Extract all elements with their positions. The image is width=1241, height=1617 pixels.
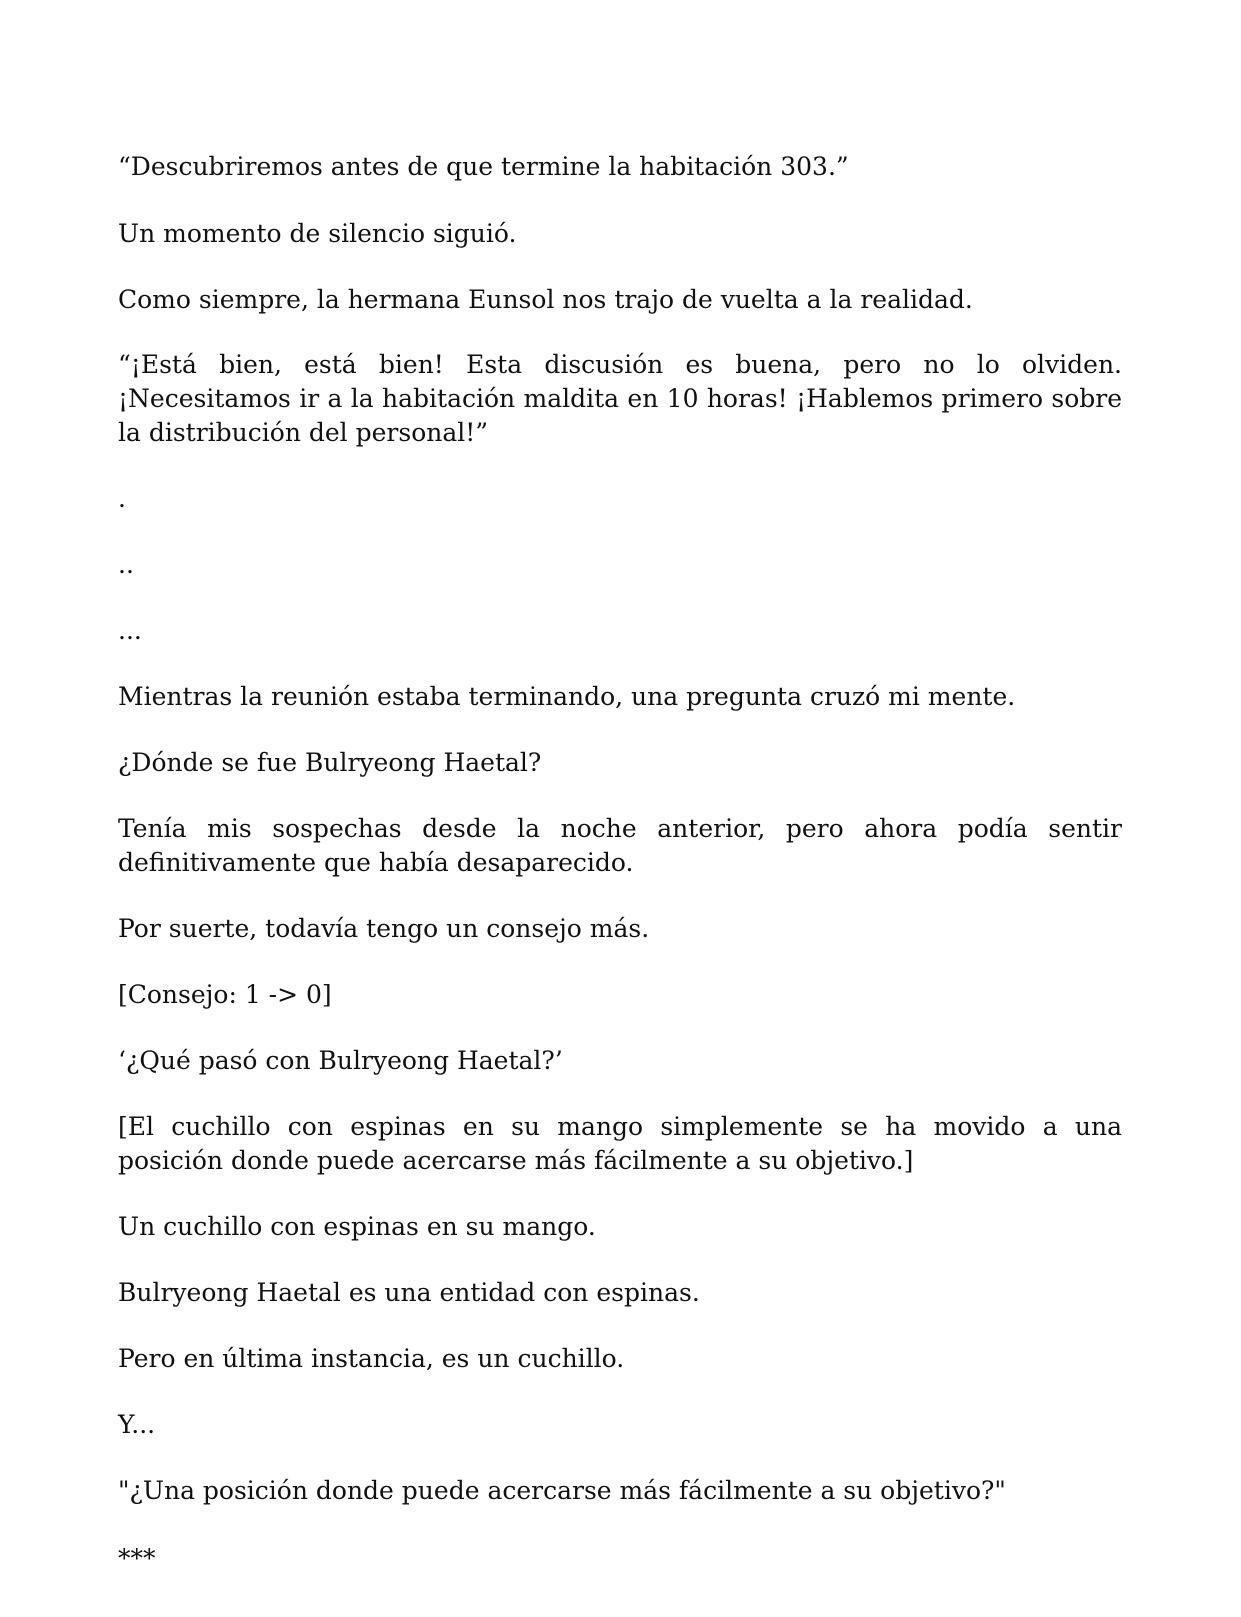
paragraph-6: ¿Dónde se fue Bulryeong Haetal?	[118, 748, 542, 777]
paragraph-3: Como siempre, la hermana Eunsol nos trajo de vuelta a la realidad.	[118, 285, 973, 314]
section-separator: ***	[118, 1544, 156, 1573]
paragraph-5: Mientras la reunión estaba terminando, una pregunta cruzó mi mente.	[118, 682, 1016, 711]
paragraph-9: [Consejo: 1 -> 0]	[118, 980, 332, 1009]
paragraph-16: "¿Una posición donde puede acercarse más fácilmente a su objetivo?"	[118, 1476, 1006, 1505]
paragraph-4: “¡Está bien, está bien! Esta discusión es buena, pero no lo olviden. ¡Necesitamos ir a la habitación maldita en 10 horas! ¡Hablemos primero sobre la distribución del personal!”	[118, 350, 1122, 447]
paragraph-12: Un cuchillo con espinas en su mango.	[118, 1212, 596, 1241]
paragraph-14: Pero en última instancia, es un cuchillo.	[118, 1344, 625, 1373]
paragraph-1: “Descubriremos antes de que termine la habitación 303.”	[118, 152, 849, 181]
paragraph-2: Un momento de silencio siguió.	[118, 219, 517, 248]
paragraph-11: [El cuchillo con espinas en su mango simplemente se ha movido a una posición donde puede acercarse más fácilmente a su objetivo.]	[118, 1112, 1122, 1175]
ellipsis-2: ..	[118, 550, 134, 579]
paragraph-7: Tenía mis sospechas desde la noche anterior, pero ahora podía sentir definitivamente que había desaparecido.	[118, 814, 1122, 877]
ellipsis-1: .	[118, 484, 126, 513]
paragraph-15: Y...	[118, 1410, 156, 1439]
paragraph-13: Bulryeong Haetal es una entidad con espinas.	[118, 1278, 700, 1307]
ellipsis-3: ...	[118, 616, 142, 645]
paragraph-10: ‘¿Qué pasó con Bulryeong Haetal?’	[118, 1046, 563, 1075]
paragraph-8: Por suerte, todavía tengo un consejo más.	[118, 914, 650, 943]
